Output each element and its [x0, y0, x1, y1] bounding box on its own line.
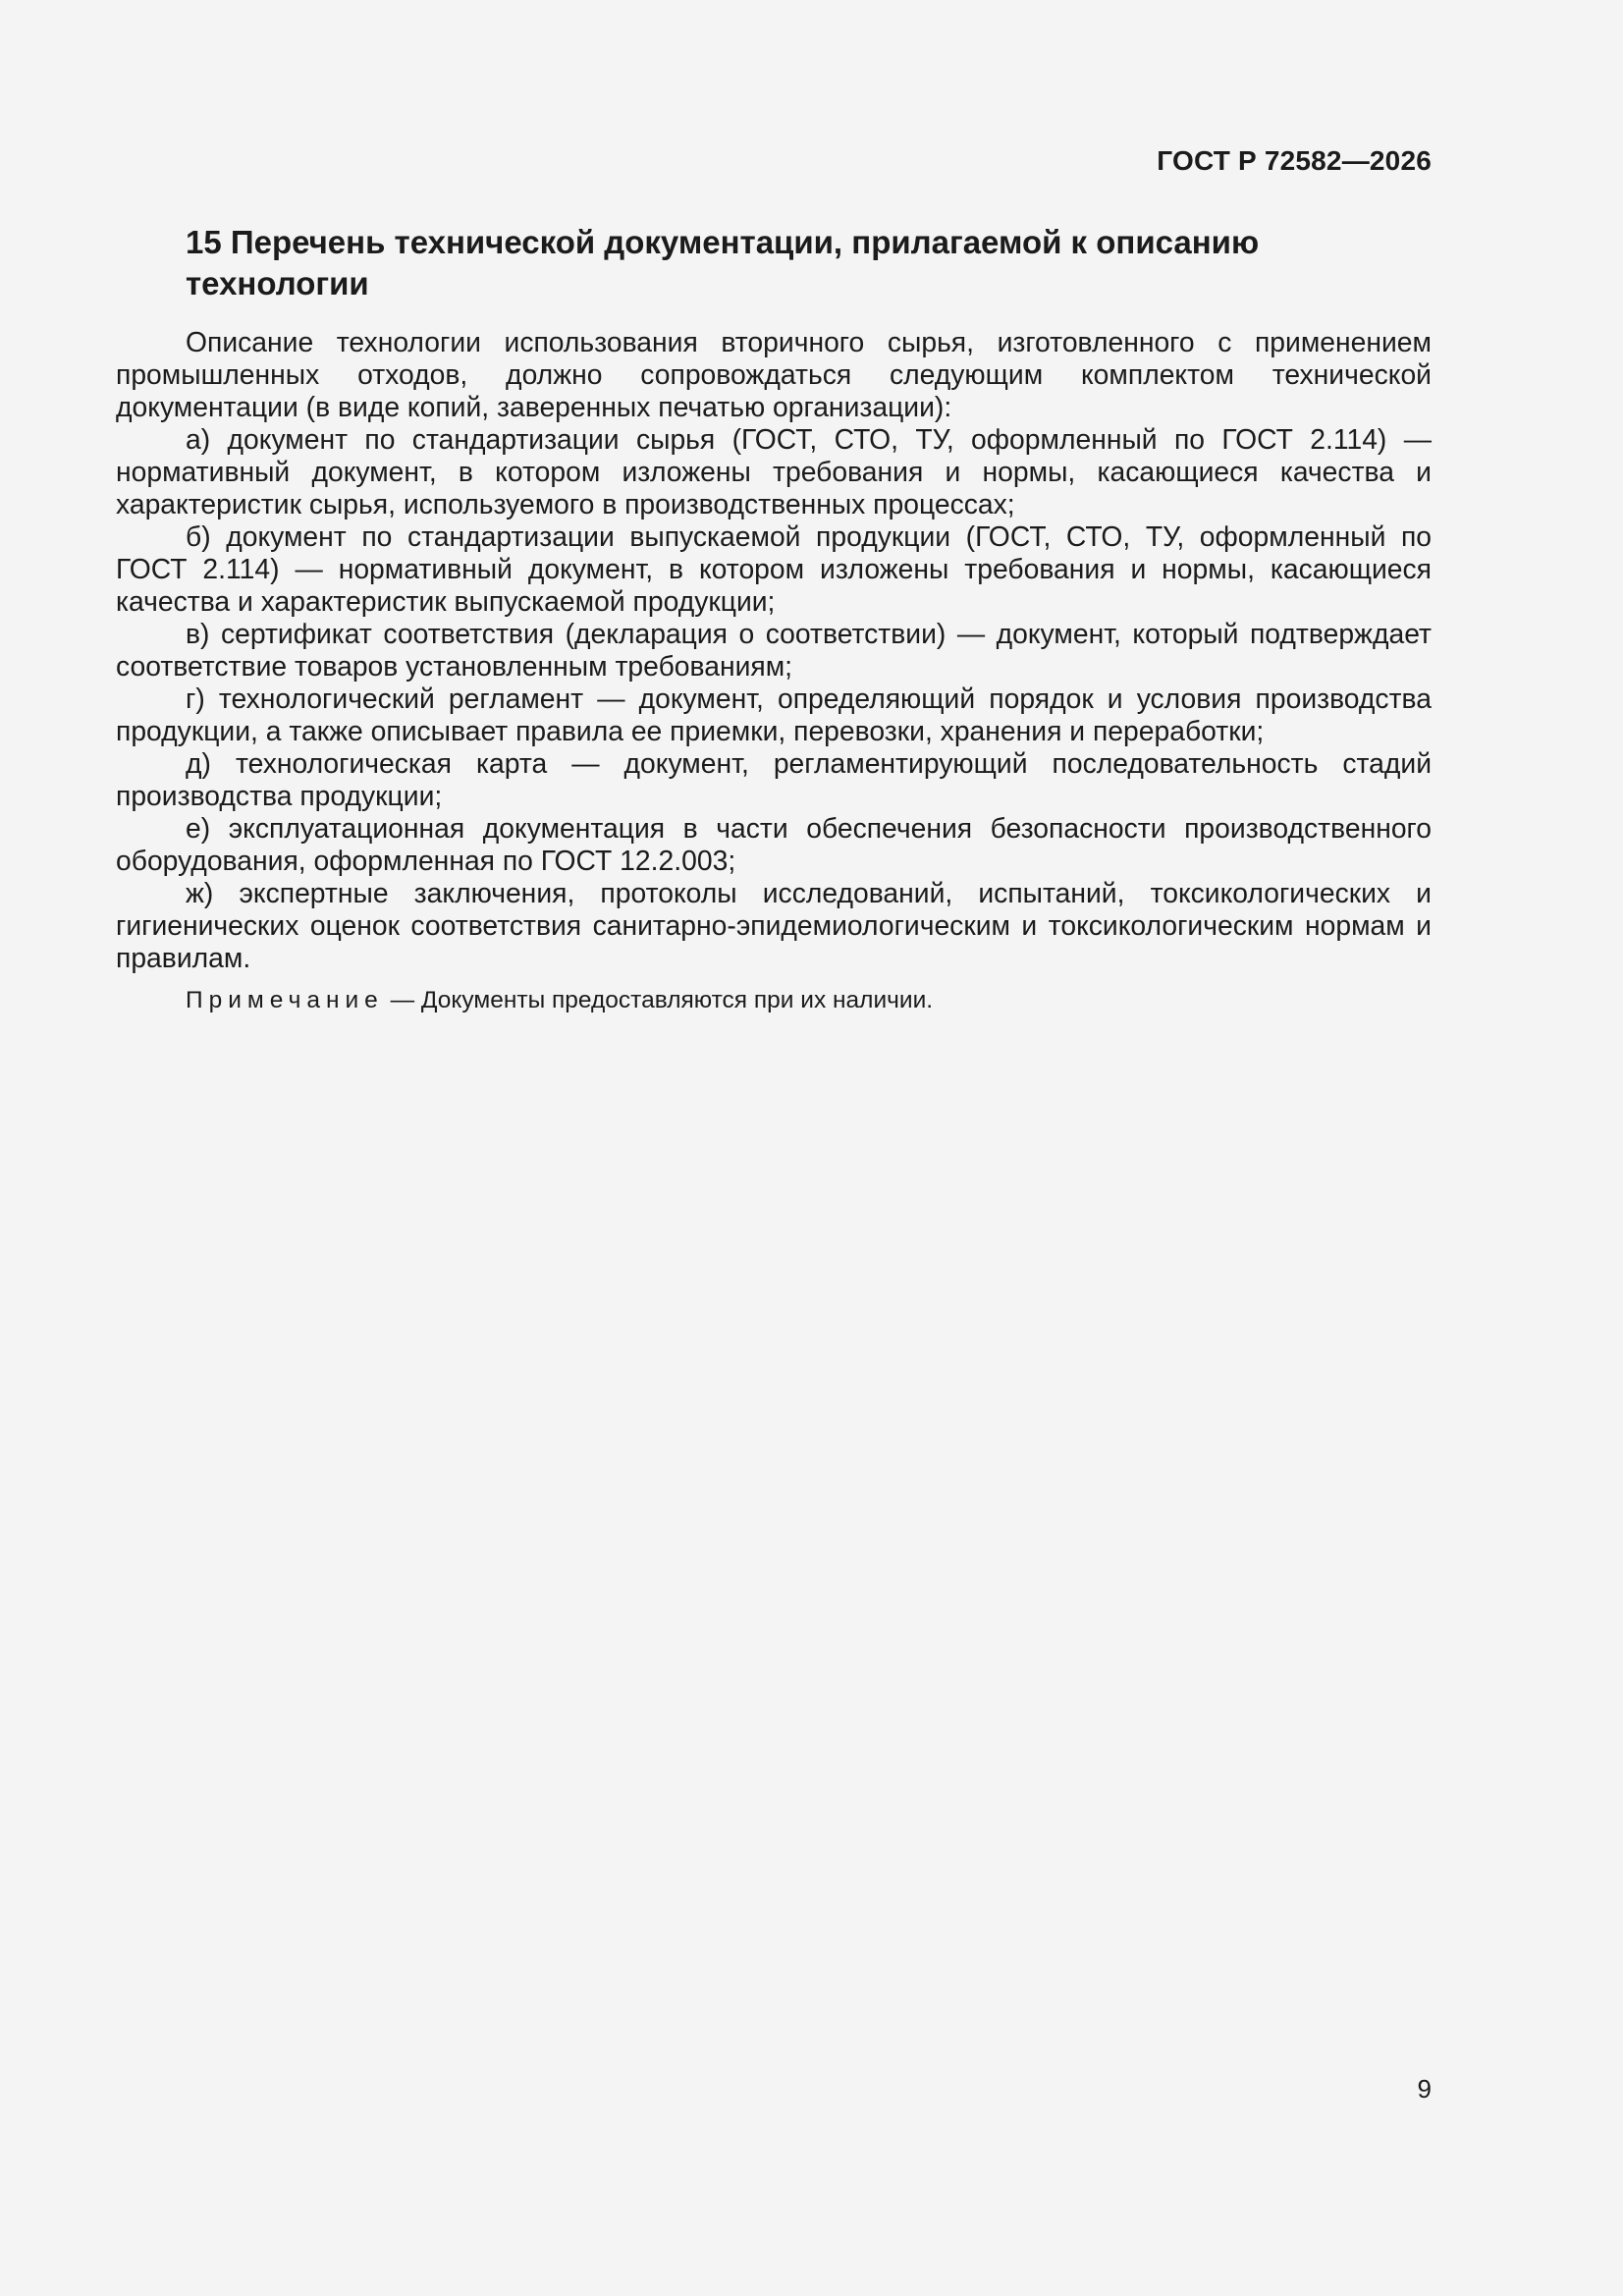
list-item-e: е) эксплуатационная документация в части обеспечения безопасности производственного оборудования, оформленная по ГОСТ 12.2.003; [116, 812, 1432, 876]
list-item-a: а) документ по стандартизации сырья (ГОСТ, СТО, ТУ, оформленный по ГОСТ 2.114) — нормативный документ, в котором изложены требования и нормы, касающиеся качества и характеристик сырья, используемого в производственных процессах; [116, 423, 1432, 519]
section-body [116, 326, 1432, 1015]
list-item-b: б) документ по стандартизации выпускаемой продукции (ГОСТ, СТО, ТУ, оформленный по ГОСТ 2.114) — нормативный документ, в котором изложены требования и нормы, касающиеся качества и характеристик выпускаемой продукции; [116, 520, 1432, 617]
note-text: — Документы предоставляются при их наличии. [383, 987, 934, 1013]
list-item-g: г) технологический регламент — документ, определяющий порядок и условия производства продукции, а также описывает правила ее приемки, перевозки, хранения и переработки; [116, 683, 1432, 746]
list-item-d: д) технологическая карта — документ, регламентирующий последовательность стадий производства продукции; [116, 747, 1432, 811]
section-heading: 15 Перечень технической документации, прилагаемой к описанию технологии [186, 224, 1260, 301]
intro-paragraph: Описание технологии использования вторичного сырья, изготовленного с применением промышленных отходов, должно сопровождаться следующим комплектом технической документации (в виде копий, заверенных печатью организации): [116, 326, 1432, 422]
note [116, 986, 1432, 1015]
list-item-zh: ж) экспертные заключения, протоколы исследований, испытаний, токсикологических и гигиенических оценок соответствия санитарно-эпидемиологическим и токсикологическим нормам и правилам. [116, 877, 1432, 973]
note-label: Примечание [186, 987, 384, 1013]
list-item-v: в) сертификат соответствия (декларация о соответствии) — документ, который подтверждает соответствие товаров установленным требованиям; [116, 618, 1432, 682]
document-code: ГОСТ Р 72582—2026 [1157, 145, 1432, 176]
page-number: 9 [1417, 2074, 1432, 2104]
